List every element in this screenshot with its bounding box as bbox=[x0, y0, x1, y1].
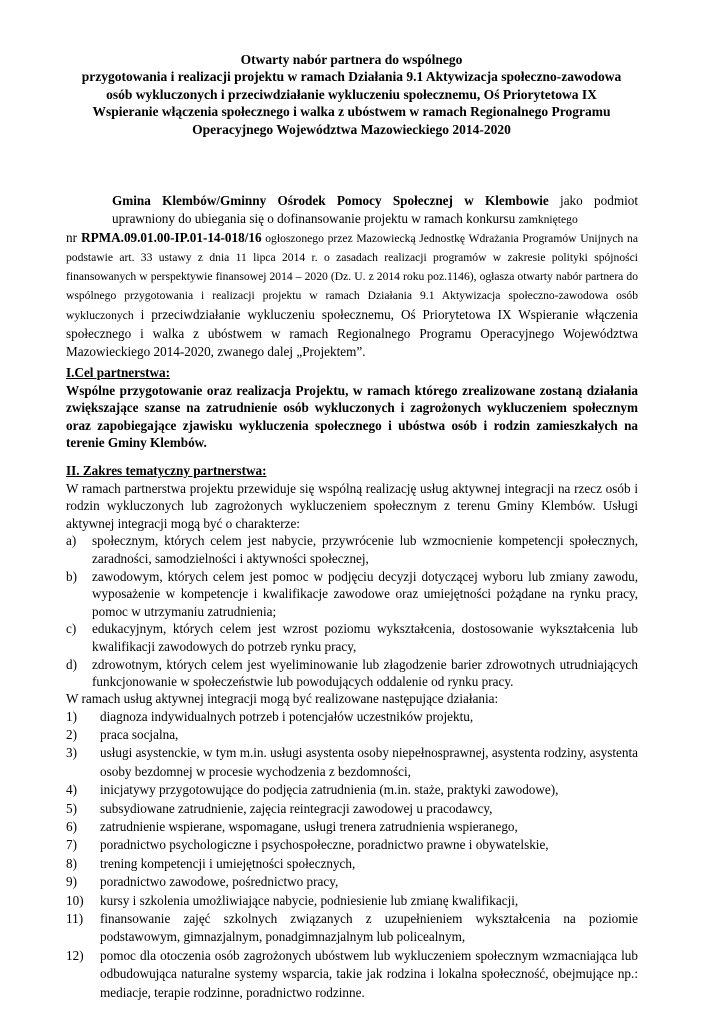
title-line: przygotowania i realizacji projektu w ramach Działania 9.1 Aktywizacja społeczno-zawodowa bbox=[81, 69, 622, 85]
section-scope bbox=[66, 462, 638, 691]
list-item bbox=[66, 568, 638, 621]
list-item-text: subsydiowane zatrudnienie, zajęcia reintegracji zawodowej u pracodawcy, bbox=[100, 800, 493, 816]
list-marker: 6) bbox=[66, 819, 77, 835]
list-item bbox=[66, 910, 638, 947]
list-marker: d) bbox=[66, 656, 77, 672]
title-line: Otwarty nabór partnera do wspólnego bbox=[240, 52, 463, 67]
list-item bbox=[66, 532, 638, 567]
intro-text: i przeciwdziałanie wykluczeniu społecznemu, Oś Priorytetowa IX Wspieranie włączenia społecznego i walka z ubóstwem w ramach Regionalnego Programu Operacyjnego Województwa Mazowieckiego 2014-2020, zwanego dalej „Projektem”. bbox=[66, 306, 638, 359]
actions-intro: W ramach usług aktywnej integracji mogą być realizowane następujące działania: bbox=[66, 691, 499, 706]
title-line: osób wykluczonych i przeciwdziałanie wykluczeniu społecznemu, Oś Priorytetowa IX bbox=[106, 86, 597, 102]
list-marker: 3) bbox=[66, 745, 77, 761]
list-marker: b) bbox=[66, 568, 77, 584]
list-item bbox=[66, 947, 638, 1002]
intro-paragraph bbox=[66, 192, 638, 361]
list-marker: 7) bbox=[66, 837, 77, 853]
list-item-text: społecznym, których celem jest nabycie, przywrócenie lub wzmocnienie kompetencji społecznych, zaradności, samodzielności i aktywności społecznej, bbox=[92, 533, 638, 566]
list-item-text: zdrowotnym, których celem jest wyeliminowanie lub złagodzenie barier zdrowotnych utrudniających funkcjonowanie w społeczeństwie lub powodujących oddalenie od rynku pracy. bbox=[92, 656, 638, 690]
actions-list bbox=[66, 708, 638, 1003]
list-item-text: inicjatywy przygotowujące do podjęcia zatrudnienia (m.in. staże, praktyki zawodowe), bbox=[100, 782, 559, 798]
list-item-text: pomoc dla otoczenia osób zagrożonych ubóstwem lub wykluczeniem społecznym wzmacniająca lub odbudowująca naturalne systemy wsparcia, takie jak rodzina i lokalna społeczność, obejmujące np.: mediacje, terapie rodzinne, poradnictwo rodzinne. bbox=[100, 947, 638, 1000]
list-item-text: poradnictwo psychologiczne i psychospołeczne, poradnictwo prawne i obywatelskie, bbox=[100, 837, 549, 853]
organization-name: Gmina Klembów/Gminny Ośrodek Pomocy Społecznej w Klembowie bbox=[112, 193, 549, 208]
list-item bbox=[66, 892, 638, 910]
integration-types-list bbox=[66, 532, 638, 690]
list-item-text: edukacyjnym, których celem jest wzrost poziomu wykształcenia, dostosowanie wykształcenia lub kwalifikacji zawodowych do potrzeb rynku pracy, bbox=[92, 621, 638, 654]
list-item-text: poradnictwo zawodowe, pośrednictwo pracy, bbox=[100, 874, 339, 890]
competition-number: RPMA.09.01.00-IP.01-14-018/16 bbox=[81, 230, 262, 246]
list-item-text: praca socjalna, bbox=[100, 727, 179, 742]
section-intro: W ramach partnerstwa projektu przewiduje się wspólną realizację usług aktywnej integracji na rzecz osób i rodzin wykluczonych lub zagrożonych wykluczeniem społecznym z terenu Gminy Klembów. Usługi aktywnej integracji mogą być o charakterze: bbox=[66, 480, 638, 531]
list-marker: 9) bbox=[66, 874, 77, 890]
list-item bbox=[66, 726, 638, 744]
intro-text: zamkniętego bbox=[518, 213, 578, 227]
section-goal bbox=[66, 364, 638, 452]
list-item bbox=[66, 818, 638, 836]
list-item bbox=[66, 800, 638, 818]
intro-text: społeczno-zawodowa osób wykluczonych bbox=[66, 289, 638, 322]
section-heading: I.Cel partnerstwa: bbox=[66, 365, 171, 380]
list-item-text: diagnoza indywidualnych potrzeb i potencjałów uczestników projektu, bbox=[100, 708, 474, 724]
section-actions bbox=[66, 690, 638, 1002]
list-item-text: zawodowym, których celem jest pomoc w podjęciu decyzji dotyczącej wyboru lub zmiany zawodu, wyposażenie w kompetencje i kwalifikacje zawodowe oraz umiejętności pożądane na rynku pracy, pomoc w utrzymaniu zatrudnienia; bbox=[92, 568, 638, 619]
list-item bbox=[66, 855, 638, 873]
list-item bbox=[66, 708, 638, 726]
list-marker: 1) bbox=[66, 708, 77, 724]
section-heading: II. Zakres tematyczny partnerstwa: bbox=[66, 463, 267, 478]
list-marker: c) bbox=[66, 621, 77, 637]
list-marker: a) bbox=[66, 533, 77, 549]
list-marker: 12) bbox=[66, 947, 84, 963]
list-item bbox=[66, 744, 638, 781]
list-item bbox=[66, 620, 638, 655]
list-item bbox=[66, 781, 638, 799]
title-line: Operacyjnego Województwa Mazowieckiego 2014-2020 bbox=[192, 121, 511, 137]
document-title bbox=[40, 51, 663, 138]
list-item-text: kursy i szkolenia umożliwiające nabycie, podniesienie lub zmianę kwalifikacji, bbox=[100, 892, 519, 908]
list-item-text: zatrudnienie wspierane, wspomagane, usługi trenera zatrudnienia wspieranego, bbox=[100, 819, 518, 835]
list-marker: 4) bbox=[66, 782, 77, 798]
list-item bbox=[66, 873, 638, 891]
list-item-text: usługi asystenckie, w tym m.in. usługi asystenta osoby niepełnosprawnej, asystenta rodziny, asystenta osoby bezdomnej w procesie wychodzenia z bezdomności, bbox=[100, 745, 638, 779]
list-item bbox=[66, 656, 638, 691]
list-marker: 10) bbox=[66, 892, 84, 908]
list-marker: 11) bbox=[66, 911, 84, 927]
list-item bbox=[66, 836, 638, 854]
intro-text: nr bbox=[66, 230, 82, 246]
list-item-text: trening kompetencji i umiejętności społecznych, bbox=[100, 855, 356, 871]
list-marker: 5) bbox=[66, 800, 77, 816]
list-item-text: finansowanie zajęć szkolnych związanych z uzupełnieniem wykształcenia na poziomie podstawowym, gimnazjalnym, ponadgimnazjalnym lub policealnym, bbox=[100, 911, 638, 945]
list-marker: 8) bbox=[66, 855, 77, 871]
section-body: Wspólne przygotowanie oraz realizacja Projektu, w ramach którego zrealizowane zostaną działania zwiększające szanse na zatrudnienie osób wykluczonych i zagrożonych wykluczeniem społecznym oraz zapobiegające zjawisku wykluczenia społecznego i ubóstwa osób i rodzin zamieszkałych na terenie Gminy Klembów. bbox=[66, 382, 638, 451]
intro-text: jako podmiot uprawniony do ubiegania się o dofinansowanie projektu w ramach konkursu bbox=[112, 193, 638, 227]
title-line: Wspieranie włączenia społecznego i walka z ubóstwem w ramach Regionalnego Programu bbox=[92, 104, 611, 120]
intro-text: ogłoszonego przez Mazowiecką Jednostkę Wdrażania Programów Unijnych na podstawie art. 33 ustawy z dnia 11 lipca 2014 r. o zasadach realizacji programów w zakresie polityki spójności finansowanych w perspektywie finansowej 2014 – 2020 (Dz. U. z 2014 roku poz.1146), ogłasza otwarty nabór partnera do wspólnego przygotowania i realizacji projektu w ramach Działania 9.1 Aktywizacja bbox=[66, 232, 638, 303]
list-marker: 2) bbox=[66, 727, 77, 742]
